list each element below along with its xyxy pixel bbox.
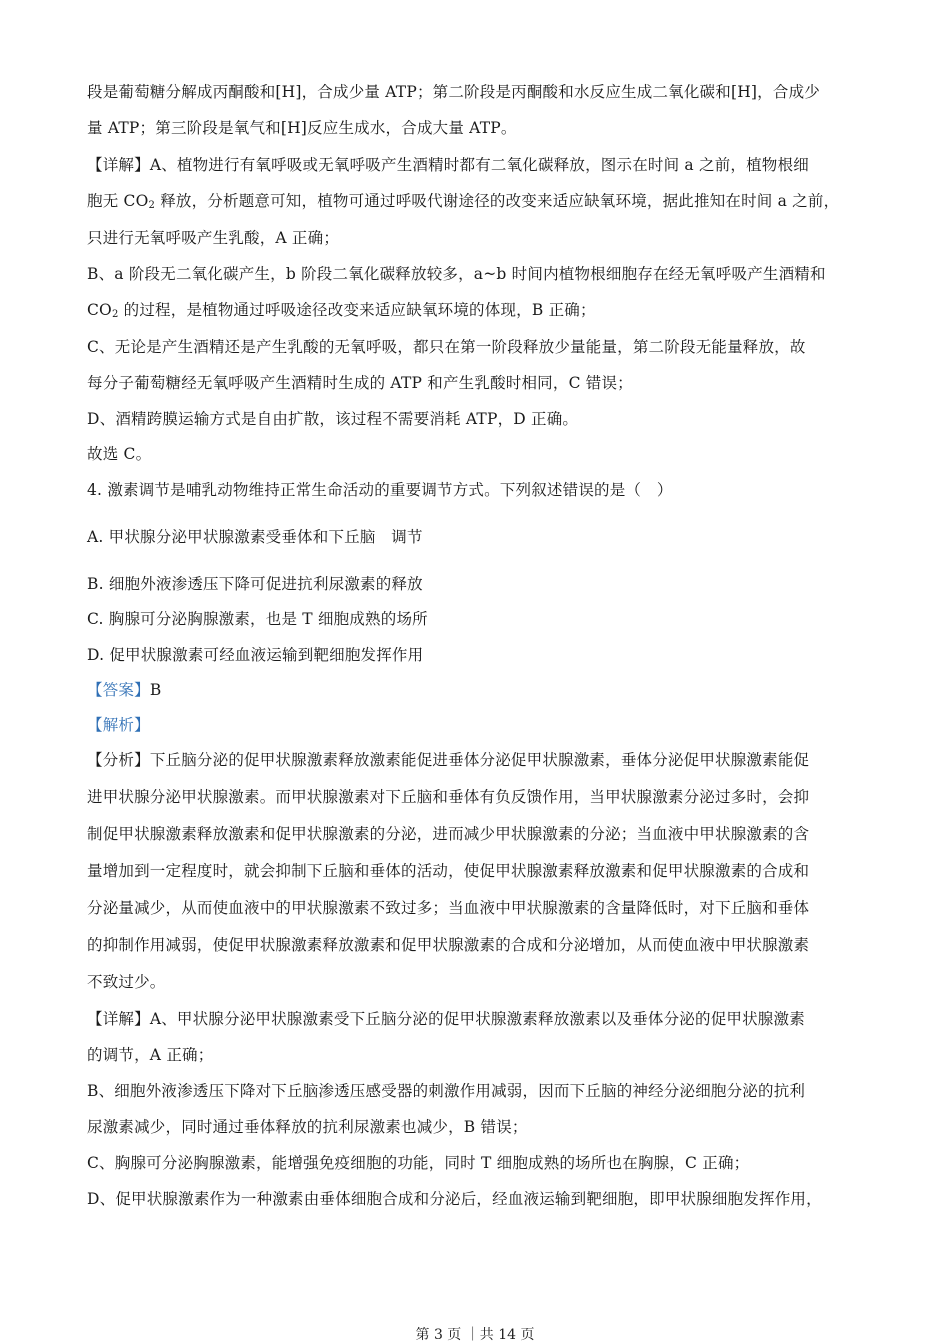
text-span: 胞无 CO	[87, 192, 149, 210]
detail-tag: 【详解】	[87, 1010, 150, 1028]
text-line: 的调节，A 正确；	[87, 1046, 214, 1064]
text-line: 只进行无氧呼吸产生乳酸，A 正确；	[87, 229, 340, 247]
option-b: B. 细胞外液渗透压下降可促进抗利尿激素的释放	[87, 575, 423, 593]
answer-tag: 【答案】	[87, 681, 150, 699]
text-line	[87, 191, 863, 211]
page-footer: 第 3 页 ｜共 14 页	[415, 1327, 535, 1343]
text-line: 每分子葡萄糖经无氧呼吸产生酒精时生成的 ATP 和产生乳酸时相同，C 错误；	[87, 374, 633, 392]
option-a: A. 甲状腺分泌甲状腺激素受垂体和下丘脑 调节	[87, 528, 423, 546]
analysis-tag: 【解析】	[87, 716, 150, 734]
answer-value: B	[149, 681, 162, 699]
text-span: 的过程，是植物通过呼吸途径改变来适应缺氧环境的体现，B 正确；	[118, 301, 596, 319]
detail-text: A、植物进行有氧呼吸或无氧呼吸产生酒精时都有二氧化碳释放，图示在时间 a 之前，植物根细	[149, 156, 809, 174]
text-line: B、a 阶段无二氧化碳产生，b 阶段二氧化碳释放较多，a~b 时间内植物根细胞存在经无氧呼吸产生酒精和	[87, 265, 826, 283]
subscript: 2	[111, 309, 119, 320]
text-line	[87, 300, 863, 320]
analysis-sub-tag: 【分析】	[87, 751, 150, 769]
detail-tag: 【详解】	[87, 156, 150, 174]
option-c: C. 胸腺可分泌胸腺激素，也是 T 细胞成熟的场所	[87, 610, 428, 628]
text-line	[87, 1009, 863, 1029]
text-line: B、细胞外液渗透压下降对下丘脑渗透压感受器的刺激作用减弱，因而下丘脑的神经分泌细胞分泌的抗利	[87, 1082, 806, 1100]
detail-text: A、甲状腺分泌甲状腺激素受下丘脑分泌的促甲状腺激素释放激素以及垂体分泌的促甲状腺激素	[149, 1010, 805, 1028]
analysis-heading	[87, 715, 863, 735]
text-line: 分泌量减少，从而使血液中的甲状腺激素不致过多；当血液中甲状腺激素的含量降低时，对下丘脑和垂体	[87, 899, 810, 917]
text-line: 量增加到一定程度时，就会抑制下丘脑和垂体的活动，使促甲状腺激素释放激素和促甲状腺激素的合成和	[87, 862, 810, 880]
text-line: 尿激素减少，同时通过垂体释放的抗利尿激素也减少，B 错误；	[87, 1118, 528, 1136]
text-line: C、胸腺可分泌胸腺激素，能增强免疫细胞的功能，同时 T 细胞成熟的场所也在胸腺，C 正确；	[87, 1154, 750, 1172]
text-line: 段是葡萄糖分解成丙酮酸和[H]，合成少量 ATP；第二阶段是丙酮酸和水反应生成二氧化碳和[H]，合成少	[87, 83, 820, 101]
answer-line	[87, 680, 863, 700]
text-line: 的抑制作用减弱，使促甲状腺激素释放激素和促甲状腺激素的合成和分泌增加，从而使血液中甲状腺激素	[87, 936, 810, 954]
analysis-text: 下丘脑分泌的促甲状腺激素释放激素能促进垂体分泌促甲状腺激素，垂体分泌促甲状腺激素能促	[149, 751, 810, 769]
text-line: 故选 C。	[87, 445, 152, 463]
text-span: 释放，分析题意可知，植物可通过呼吸代谢途径的改变来适应缺氧环境，据此推知在时间 a 之前，	[155, 192, 840, 210]
text-line: C、无论是产生酒精还是产生乳酸的无氧呼吸，都只在第一阶段释放少量能量，第二阶段无能量释放，故	[87, 338, 806, 356]
subscript: 2	[148, 200, 156, 211]
text-line: 量 ATP；第三阶段是氧气和[H]反应生成水，合成大量 ATP。	[87, 119, 517, 137]
text-span: CO	[87, 301, 112, 319]
text-line	[87, 750, 863, 770]
text-line	[87, 155, 863, 175]
text-line: 不致过少。	[87, 973, 166, 991]
question-stem: 4. 激素调节是哺乳动物维持正常生命活动的重要调节方式。下列叙述错误的是（ ）	[87, 481, 673, 499]
text-line: D、酒精跨膜运输方式是自由扩散，该过程不需要消耗 ATP，D 正确。	[87, 410, 579, 428]
option-d: D. 促甲状腺激素可经血液运输到靶细胞发挥作用	[87, 646, 424, 664]
text-line: 制促甲状腺激素释放激素和促甲状腺激素的分泌，进而减少甲状腺激素的分泌；当血液中甲状腺激素的含	[87, 825, 810, 843]
text-line: D、促甲状腺激素作为一种激素由垂体细胞合成和分泌后，经血液运输到靶细胞，即甲状腺细胞发挥作用，	[87, 1190, 822, 1208]
text-line: 进甲状腺分泌甲状腺激素。而甲状腺激素对下丘脑和垂体有负反馈作用，当甲状腺激素分泌过多时，会抑	[87, 788, 810, 806]
